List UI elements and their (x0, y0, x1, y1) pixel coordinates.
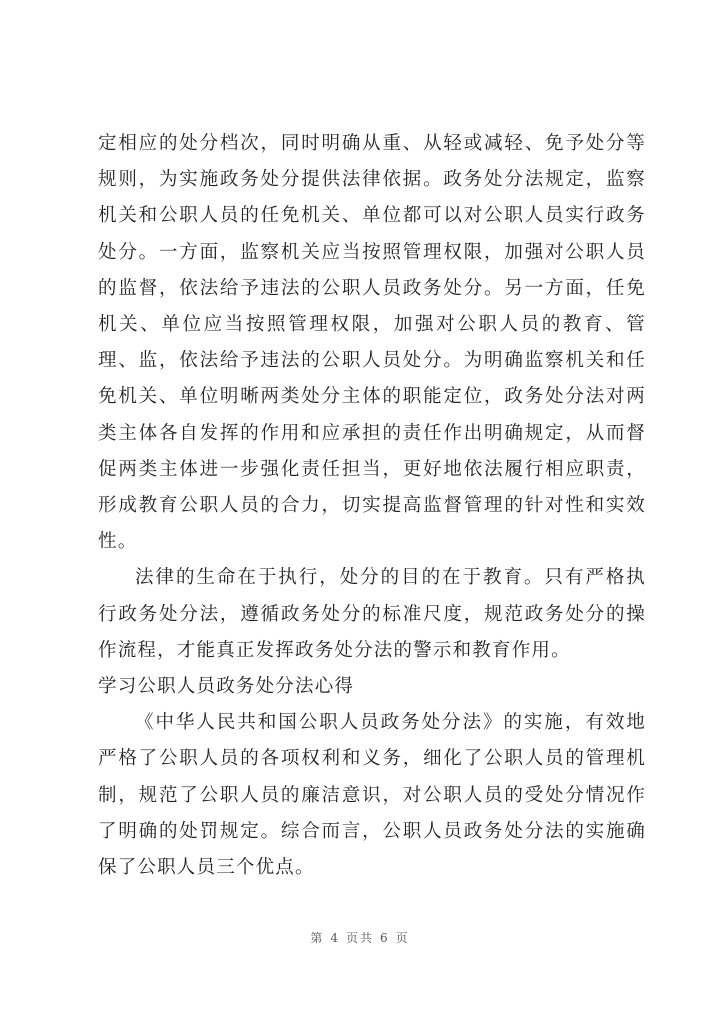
footer-prefix: 第 (310, 931, 325, 945)
footer-suffix: 页 (395, 931, 410, 945)
paragraph-continuation: 定相应的处分档次，同时明确从重、从轻或减轻、免予处分等规则，为实施政务处分提供法律依据。政务处分法规定，监察机关和公职人员的任免机关、单位都可以对公职人员实行政务处分。一方面，监察机关应当按照管理权限，加强对公职人员的监督，依法给予违法的公职人员政务处分。另一方面，任免机关、单位应当按照管理权限，加强对公职人员的教育、管理、监，依法给予违法的公职人员处分。为明确监察机关和任免机关、单位明晰两类处分主体的职能定位，政务处分法对两类主体各自发挥的作用和应承担的责任作出明确规定，从而督促两类主体进一步强化责任担当，更好地依法履行相应职责，形成教育公职人员的合力，切实提高监督管理的针对性和实效性。 (98, 133, 646, 553)
paragraph-implementation: 《中华人民共和国公职人员政务处分法》的实施，有效地严格了公职人员的各项权利和义务，细化了公职人员的管理机制，规范了公职人员的廉洁意识，对公职人员的受处分情况作了明确的处罚规定。综合而言，公职人员政务处分法的实施确保了公职人员三个优点。 (98, 712, 646, 879)
footer-middle: 页共 (345, 931, 374, 945)
footer-total-pages: 6 (380, 931, 390, 945)
page-footer (0, 929, 720, 946)
paragraph-execution: 法律的生命在于执行，处分的目的在于教育。只有严格执行政务处分法，遵循政务处分的标准尺度，规范政务处分的操作流程，才能真正发挥政务处分法的警示和教育作用。 (98, 567, 646, 661)
section-heading: 学习公职人员政务处分法心得 (98, 676, 355, 698)
page-content (98, 126, 646, 886)
footer-current-page: 4 (330, 931, 340, 945)
